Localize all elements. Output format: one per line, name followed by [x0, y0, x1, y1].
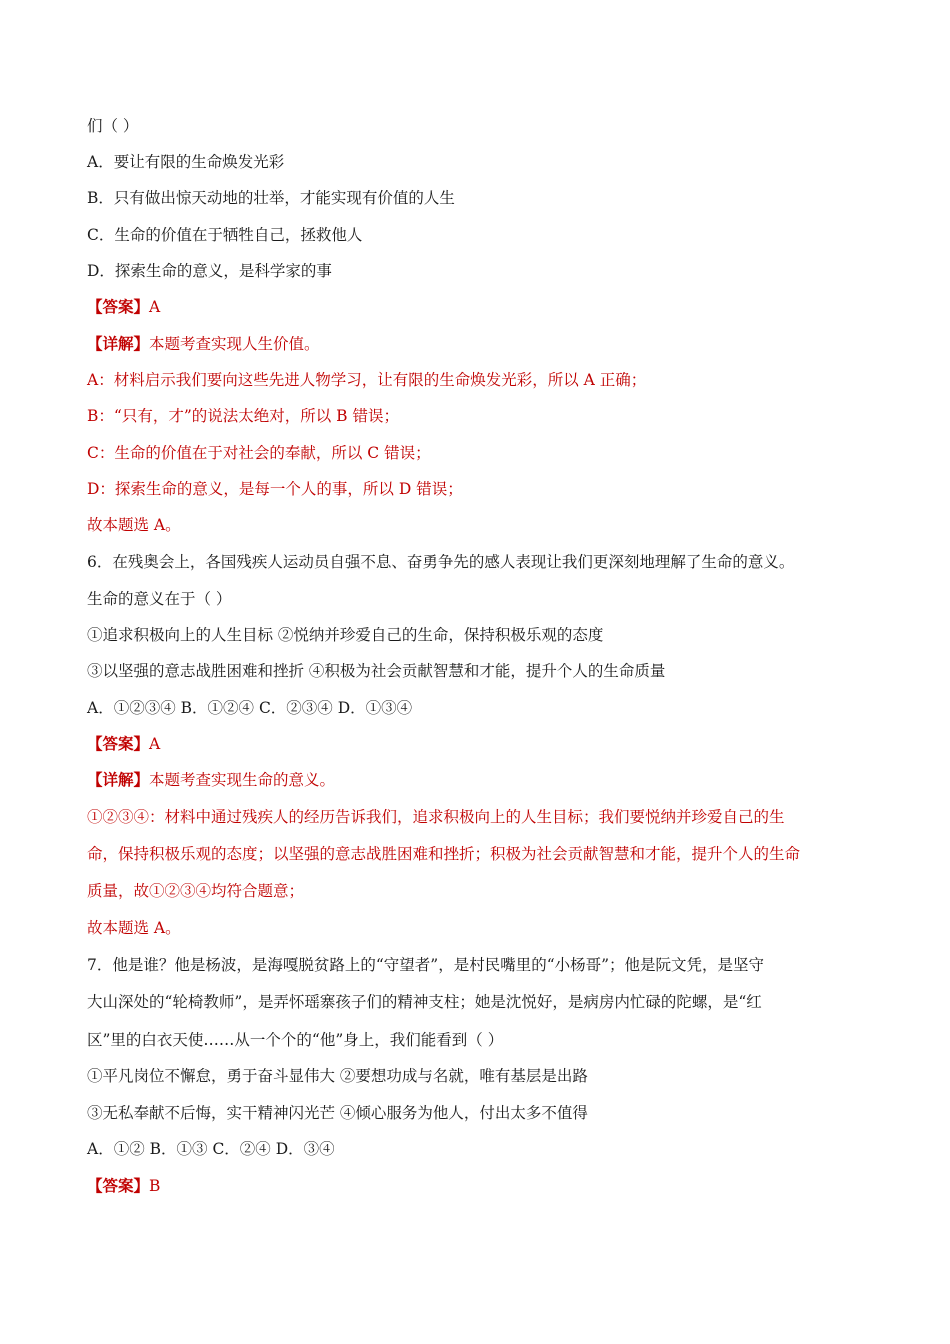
detail-intro: 本题考查实现生命的意义。	[149, 771, 336, 789]
q5-conclusion: 故本题选 A。	[87, 516, 181, 534]
q7-stem-line-2: 大山深处的“轮椅教师”，是弄怀瑶寨孩子们的精神支柱；她是沈悦好，是病房内忙碌的陀螺，是“红	[87, 993, 762, 1011]
q7-stem-line-3: 区”里的白衣天使……从一个个的“他”身上，我们能看到（ ）	[87, 1031, 504, 1049]
q6-conclusion: 故本题选 A。	[87, 919, 181, 937]
q5-detail	[87, 334, 880, 354]
q7-statements-2: ③无私奉献不后悔，实干精神闪光芒 ④倾心服务为他人，付出太多不值得	[87, 1104, 588, 1122]
answer-tag: 【答案】	[87, 1176, 150, 1195]
q6-answer	[87, 734, 880, 754]
q6-statements-1: ①追求积极向上的人生目标 ②悦纳并珍爱自己的生命，保持积极乐观的态度	[87, 626, 604, 644]
q5-option-b: B．只有做出惊天动地的壮举，才能实现有价值的人生	[87, 189, 455, 207]
q6-statements-2: ③以坚强的意志战胜困难和挫折 ④积极为社会贡献智慧和才能，提升个人的生命质量	[87, 662, 666, 680]
answer-tag: 【答案】	[87, 297, 150, 316]
q6-explanation-line-1: ①②③④：材料中通过残疾人的经历告诉我们，追求积极向上的人生目标；我们要悦纳并珍爱自己的生	[87, 808, 785, 826]
answer-tag: 【答案】	[87, 734, 150, 753]
q5-explanation-d: D：探索生命的意义，是每一个人的事，所以 D 错误；	[87, 480, 463, 498]
q6-explanation-line-2: 命，保持积极乐观的态度；以坚强的意志战胜困难和挫折；积极为社会贡献智慧和才能，提升个人的生命	[87, 845, 801, 863]
answer-value: A	[149, 298, 161, 316]
q7-options: A．①② B．①③ C．②④ D．③④	[87, 1140, 335, 1158]
q5-option-c: C．生命的价值在于牺牲自己，拯救他人	[87, 226, 363, 244]
detail-tag: 【详解】	[87, 334, 150, 353]
q5-explanation-b: B：“只有，才”的说法太绝对，所以 B 错误；	[87, 407, 399, 425]
q6-detail	[87, 770, 880, 790]
q6-stem-line-2: 生命的意义在于（ ）	[87, 590, 232, 608]
q6-stem-line-1: 6．在残奥会上，各国残疾人运动员自强不息、奋勇争先的感人表现让我们更深刻地理解了生命的意义。	[87, 553, 795, 571]
q5-explanation-c: C：生命的价值在于对社会的奉献，所以 C 错误；	[87, 444, 431, 462]
q6-explanation-line-3: 质量，故①②③④均符合题意；	[87, 882, 305, 900]
answer-value: A	[149, 735, 161, 753]
q7-answer	[87, 1176, 880, 1196]
detail-tag: 【详解】	[87, 770, 150, 789]
q6-options: A．①②③④ B．①②④ C．②③④ D．①③④	[87, 699, 413, 717]
answer-value: B	[149, 1177, 161, 1195]
detail-intro: 本题考查实现人生价值。	[149, 335, 320, 353]
q5-stem-tail: 们（ ）	[87, 117, 139, 135]
q5-option-a: A．要让有限的生命焕发光彩	[87, 153, 285, 171]
q5-answer	[87, 297, 880, 317]
q5-option-d: D．探索生命的意义，是科学家的事	[87, 262, 332, 280]
q7-stem-line-1: 7．他是谁？他是杨波，是海嘎脱贫路上的“守望者”，是村民嘴里的“小杨哥”；他是阮文凭，是坚守	[87, 956, 765, 974]
q5-explanation-a: A：材料启示我们要向这些先进人物学习，让有限的生命焕发光彩，所以 A 正确；	[87, 371, 647, 389]
q7-statements-1: ①平凡岗位不懈怠，勇于奋斗显伟大 ②要想功成与名就，唯有基层是出路	[87, 1067, 588, 1085]
